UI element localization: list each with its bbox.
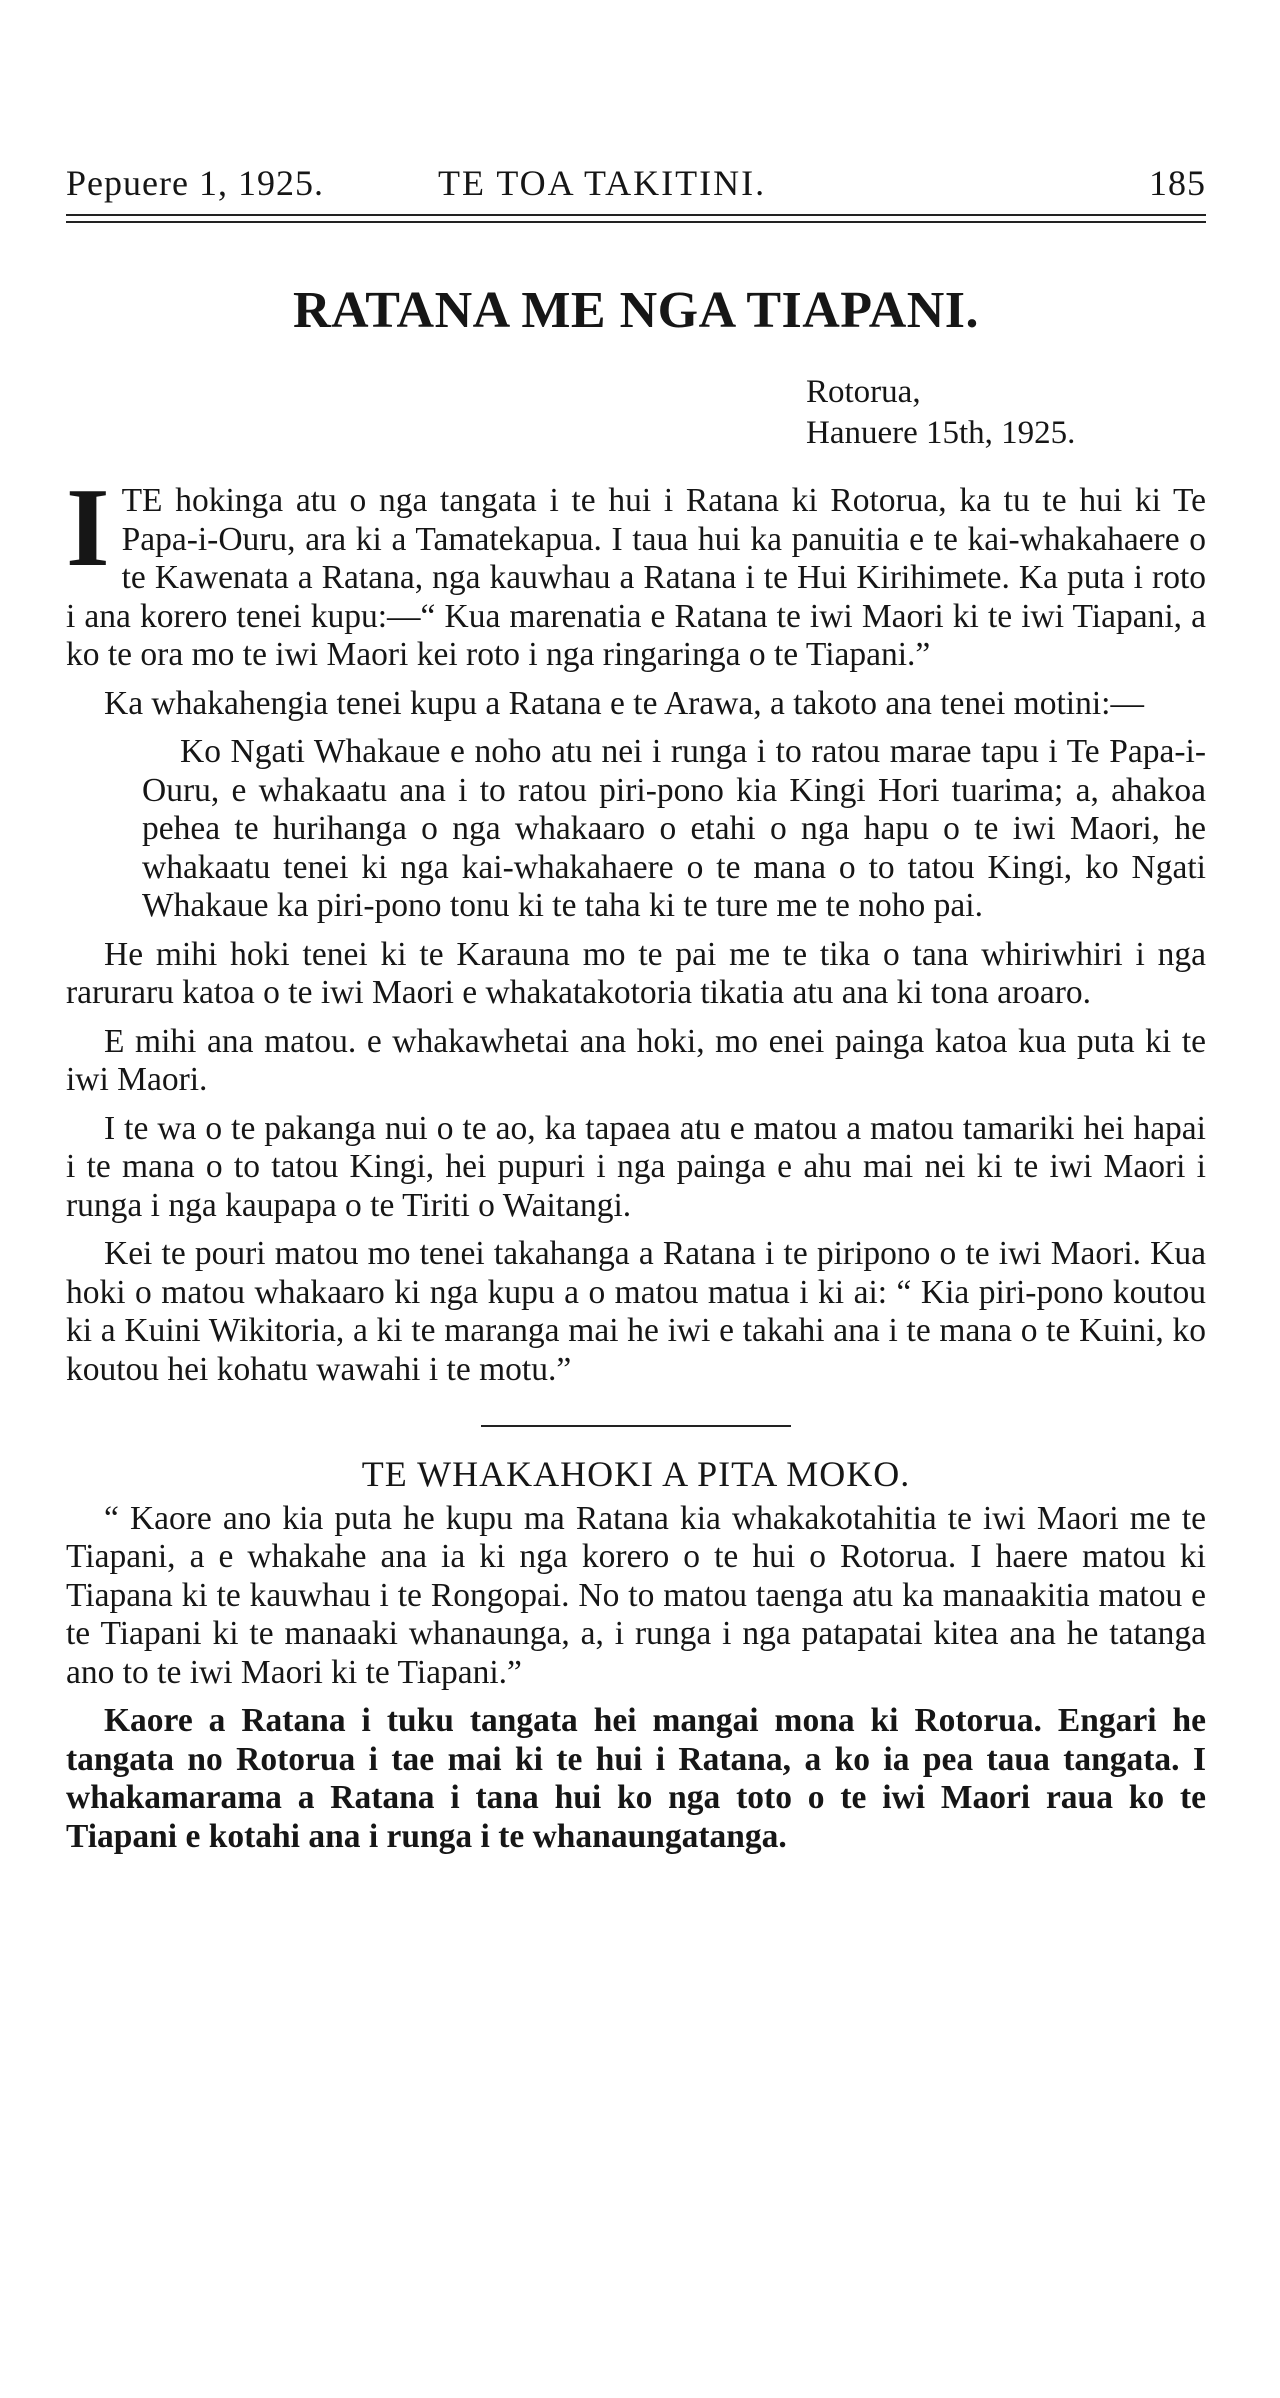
- paragraph: I te wa o te pakanga nui o te ao, ka tapaea atu e matou a matou tamariki hei hapai i te mana o to tatou Kingi, hei pupuri i nga painga e ahu mai nei ki te iwi Maori i runga i nga kaupapa o te Tiriti o Waitangi.: [66, 1109, 1206, 1224]
- article-title: RATANA ME NGA TIAPANI.: [292, 282, 980, 339]
- header-rule: [66, 214, 1206, 223]
- paragraph: “ Kaore ano kia puta he kupu ma Ratana kia whakakotahitia te iwi Maori me te Tiapani, a e whakahe ana ia ki nga korero o te hui o Rotorua. I haere matou ki Tiapana ki te kauwhau i te Rongopai. No to matou taenga atu ka manaakitia matou e te Tiapani ki te manaaki whanaunga, a, i runga i nga patapatai kitea ana he tatanga ano to te iwi Maori ki te Tiapani.”: [66, 1499, 1206, 1691]
- page-number: 185: [1149, 163, 1206, 203]
- paragraph: He mihi hoki tenei ki te Karauna mo te pai me te tika o tana whiriwhiri i nga raruraru katoa o te iwi Maori e whakatakotoria tikatia atu ana ki tona aroaro.: [66, 935, 1206, 1011]
- journal-title: TE TOA TAKITINI.: [438, 163, 767, 203]
- paragraph: E mihi ana matou. e whakawhetai ana hoki, mo enei painga katoa kua puta ki te iwi Maori.: [66, 1022, 1206, 1098]
- running-head: [66, 150, 1206, 210]
- section-heading: TE WHAKAHOKI A PITA MOKO.: [361, 1454, 911, 1494]
- page: [66, 150, 1206, 1866]
- section-divider: [481, 1425, 791, 1427]
- article-body: [66, 466, 1206, 1856]
- paragraph: Kei te pouri matou mo tenei takahanga a Ratana i te piripono o te iwi Maori. Kua hoki o matou whakaaro ki nga kupu a o matou matua i ki ai: “ Kia piri-pono koutou ki a Kuini Wikitoria, a ki te maranga mai he iwi e takahi ana i te mana o te Kuini, ko koutou hei kohatu wawahi i te motu.”: [66, 1235, 1206, 1388]
- paragraph: [66, 466, 1206, 675]
- paragraph: Kaore a Ratana i tuku tangata hei mangai mona ki Rotorua. Engari he tangata no Rotorua i tae mai ki te hui i Ratana, a ko ia pea taua tangata. I whakamarama a Ratana i tana hui ko nga toto o te iwi Maori raua ko te Tiapani e kotahi ana i runga i te whanaungatanga.: [66, 1702, 1206, 1855]
- issue-date: Pepuere 1, 1925.: [66, 163, 324, 203]
- drop-cap: I: [66, 466, 110, 590]
- dateline-date: Hanuere 15th, 1925.: [806, 415, 1076, 451]
- paragraph-text: TE hokinga atu o nga tangata i te hui i Ratana ki Rotorua, ka tu te hui ki Te Papa-i-Ouru, ara ki a Tamatekapua. I taua hui ka panuitia e te kai-whakahaere o te Kawenata a Ratana, nga kauwhau a Ratana i te Hui Kirihimete. Ka puta i roto i ana korero tenei kupu:—“ Kua marenatia e Ratana te iwi Maori ki te iwi Tiapani, a ko te ora mo te iwi Maori kei roto i nga ringaringa o te Tiapani.”: [66, 482, 1206, 673]
- motion-quote: Ko Ngati Whakaue e noho atu nei i runga i to ratou marae tapu i Te Papa-i-Ouru, e whakaatu ana i to ratou piri-pono kia Kingi Hori tuarima; a, ahakoa pehea te hurihanga o nga whakaaro o etahi o nga hapu o te iwi Maori, he whakaatu tenei ki nga kai-whakahaere o te mana o to tatou Kingi, ko Ngati Whakaue ka piri-pono tonu ki te taha ki te ture me te noho pai.: [142, 733, 1206, 924]
- dateline: [806, 372, 1206, 454]
- dateline-place: Rotorua,: [806, 374, 921, 410]
- paragraph: Ka whakahengia tenei kupu a Ratana e te Arawa, a takoto ana tenei motini:—: [104, 684, 1144, 722]
